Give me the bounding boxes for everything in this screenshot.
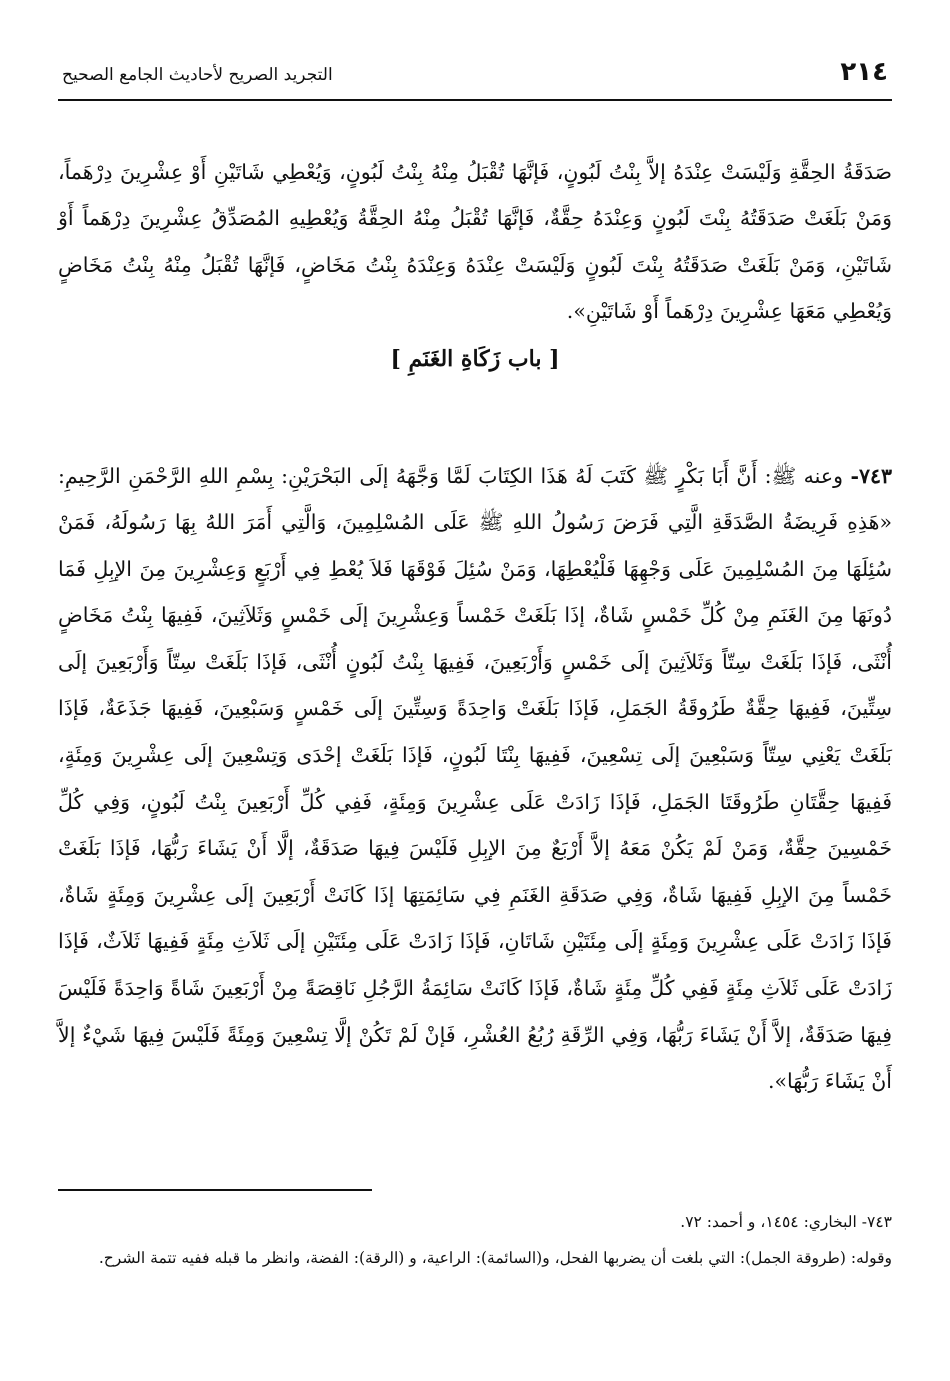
page-number: ٢١٤ xyxy=(840,57,888,87)
hadith-text: وعنه ﷺ: أَنَّ أَبَا بَكْرٍ ﷺ كَتَبَ لَهُ هَذَا الكِتَابَ لَمَّا وَجَّهَهُ إلَى البَحْرَيْنِ: بِسْمِ اللهِ الرَّحْمَنِ الرَّحِيمِ: «هَذِهِ فَرِيضَةُ الصَّدَقَةِ الَّتِي فَرَضَ رَسُولُ اللهِ ﷺ عَلَى المُسْلِمِينَ، وَالَّتِي أَمَرَ اللهُ بِهَا رَسُولَهُ، فَمَنْ سُئِلَهَا مِنَ المُسْلِمِينَ عَلَى وَجْهِهَا فَلْيُعْطِهَا، وَمَنْ سُئِلَ فَوْقَهَا فَلاَ يُعْطِ فِي أَرْبَعٍ وَعِشْرِينَ مِنَ الإبِلِ فَمَا دُونَهَا مِنَ الغَنَمِ مِنْ كُلِّ خَمْسٍ شَاةٌ، إذَا بَلَغَتْ خَمْساً وَعِشْرِينَ إلَى خَمْسٍ وَثَلاَثِينَ، فَفِيهَا بِنْتُ مَخَاضٍ أُنْثَى، فَإذَا بَلَغَتْ سِتّاً وَثَلاَثِينَ إلَى خَمْسٍ وَأَرْبَعِينَ، فَفِيهَا بِنْتُ لَبُونٍ أُنْثَى، فَإذَا بَلَغَتْ سِتّاً وَأَرْبَعِينَ إلَى سِتِّينَ، فَفِيهَا حِقَّةٌ طَرُوقَةُ الجَمَلِ، فَإذَا بَلَغَتْ وَاحِدَةً وَسِتِّينَ إلَى خَمْسٍ وَسَبْعِينَ، فَفِيهَا جَذَعَةٌ، فَإذَا بَلَغَتْ يَعْنِي سِتّاً وَسَبْعِينَ إلَى تِسْعِينَ، فَفِيهَا بِنْتَا لَبُونٍ، فَإذَا بَلَغَتْ إحْدَى وَتِسْعِينَ إلَى عِشْرِينَ وَمِئَةٍ، فَفِيهَا حِقَّتَانِ طَرُوقَتَا الجَمَلِ، فَإذَا زَادَتْ عَلَى عِشْرِينَ وَمِئَةٍ، فَفِي كُلِّ أَرْبَعِينَ بِنْتُ لَبُونٍ، وَفِي كُلِّ خَمْسِينَ حِقَّةٌ، وَمَنْ لَمْ يَكُنْ مَعَهُ إلاَّ أَرْبَعٌ مِنَ الإبِلِ فَلَيْسَ فِيهَا صَدَقَةٌ، إلَّا أَنْ يَشَاءَ رَبُّهَا، فَإذَا بَلَغَتْ خَمْساً مِنَ الإبِلِ فَفِيهَا شَاةٌ، وَفِي صَدَقَةِ الغَنَمِ فِي سَائِمَتِهَا إذَا كَانَتْ أَرْبَعِينَ إلَى عِشْرِينَ وَمِئَةٍ شَاةٌ، فَإذَا زَادَتْ عَلَى عِشْرِينَ وَمِئَةٍ إلَى مِئَتَيْنِ شَاتَانِ، فَإذَا زَادَتْ عَلَى مِئَتَيْنِ إلَى ثَلاَثِ مِئَةٍ فَفِيهَا ثَلاَثٌ، فَإذَا زَادَتْ عَلَى ثَلاَثِ مِئَةٍ فَفِي كُلِّ مِئَةٍ شَاةٌ، فَإذَا كَانَتْ سَائِمَةُ الرَّجُلِ نَاقِصَةً مِنْ أَرْبَعِينَ شَاةً وَاحِدَةً فَلَيْسَ فِيهَا صَدَقَةٌ، إلاَّ أَنْ يَشَاءَ رَبُّهَا، وَفِي الرِّقَةِ رُبُعُ العُشْرِ، فَإنْ لَمْ تَكُنْ إلَّا تِسْعِينَ وَمِئَةً فَلَيْسَ فِيهَا شَيْءٌ إلاَّ أَنْ يَشَاءَ رَبُّهَا». xyxy=(58,463,892,1094)
footnote-reference: ٧٤٣- البخاري: ١٤٥٤، و أحمد: ٧٢. xyxy=(680,1213,892,1231)
hadith-number: ٧٤٣- xyxy=(850,463,892,488)
footnotes xyxy=(58,1206,892,1274)
footnote-divider xyxy=(58,1189,372,1191)
footnote-explanation: وقوله: (طروقة الجمل): التي بلغت أن يضربها الفحل، و(السائمة): الراعية، و (الرقة): الفضة، وانظر ما قبله ففيه تتمة الشرح. xyxy=(98,1249,892,1267)
section-heading: [ باب زَكَاةِ الغَنَمِ ] xyxy=(390,346,560,372)
hadith-paragraph xyxy=(58,453,892,1105)
continued-paragraph: صَدَقَةُ الحِقَّةِ وَلَيْسَتْ عِنْدَهُ إلاَّ بِنْتُ لَبُونٍ، فَإنَّهَا تُقْبَلُ مِنْهُ بِنْتُ لَبُونٍ، وَيُعْطِي شَاتَيْنِ أَوْ عِشْرِينَ دِرْهَماً، وَمَنْ بَلَغَتْ صَدَقَتُهُ بِنْتَ لَبُونٍ وَعِنْدَهُ حِقَّةٌ، فَإنَّهَا تُقْبَلُ مِنْهُ الحِقَّةُ وَيُعْطِيهِ المُصَدِّقُ عِشْرِينَ دِرْهَماً أَوْ شَاتَيْنِ، وَمَنْ بَلَغَتْ صَدَقَتُهُ بِنْتَ لَبُونٍ وَلَيْسَتْ عِنْدَهُ وَعِنْدَهُ بِنْتُ مَخَاضٍ، فَإنَّهَا تُقْبَلُ مِنْهُ بِنْتُ مَخَاضٍ وَيُعْطِي مَعَهَا عِشْرِينَ دِرْهَماً أَوْ شَاتَيْنِ». xyxy=(58,159,892,324)
running-title: التجريد الصريح لأحاديث الجامع الصحيح xyxy=(62,65,333,85)
page-header xyxy=(58,55,892,101)
